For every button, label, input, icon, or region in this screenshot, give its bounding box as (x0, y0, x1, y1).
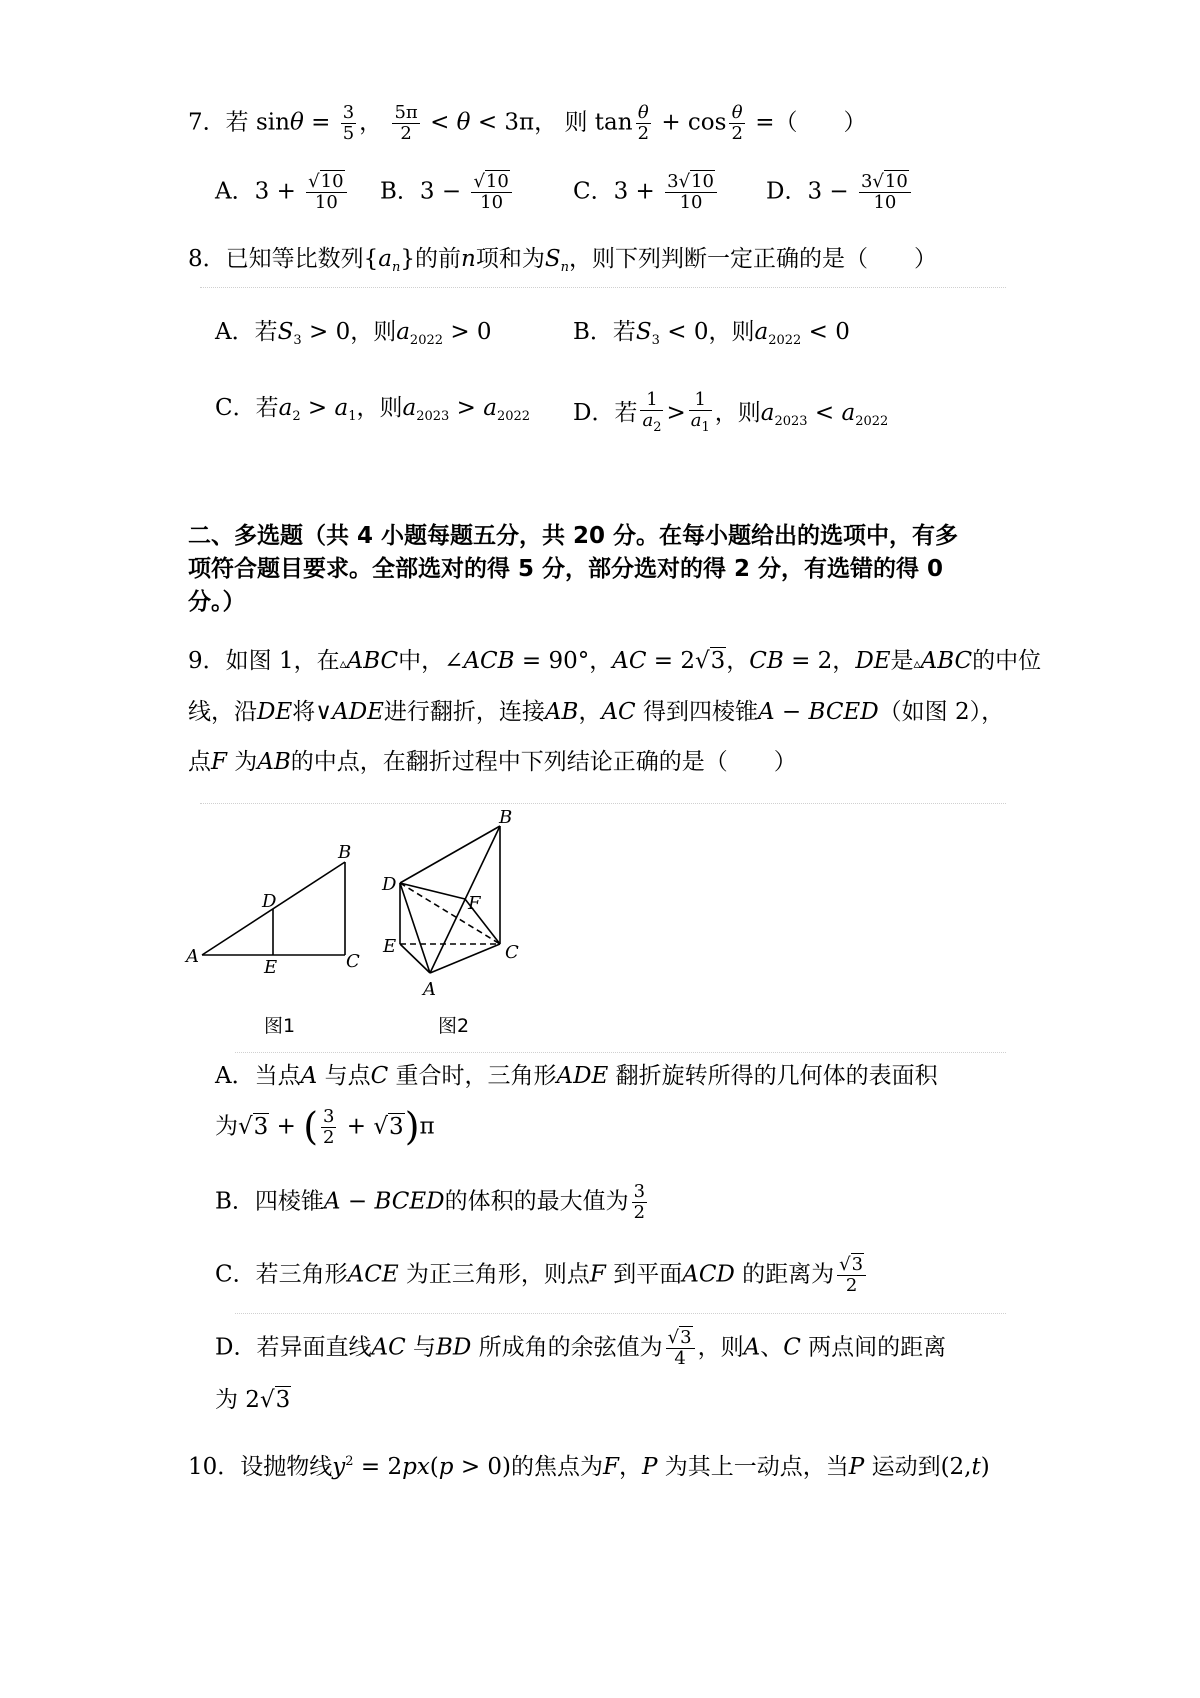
svg-text:D: D (262, 891, 277, 912)
q9-option-a-line1[interactable]: A．当点A 与点C 重合时，三角形ADE 翻折旋转所得的几何体的表面积 (215, 1063, 938, 1089)
q10-stem: 10．设抛物线$y^2 = 2px(p > 0)$的焦点为F，P 为其上一动点，当P 运动到(2,t) (188, 1454, 990, 1480)
q7-option-c[interactable]: C．3 + $\frac{3√10}{10}$ (573, 172, 720, 213)
section2-line1: 二、多选题（共 4 小题每题五分，共 20 分。在每小题给出的选项中，有多 (188, 523, 959, 549)
divider (235, 1052, 1006, 1053)
q8-option-a[interactable]: A．若$S_3 > 0$，则$a_{2022} > 0$ (215, 319, 492, 348)
divider (200, 803, 1006, 804)
svg-text:C: C (346, 951, 360, 972)
q7-stem: 7．若 sinθ = $\frac{3}{5}$ ， $\frac{5\pi}{2}$ < θ < 3π， 则 tan $\frac{\theta}{2}$ + cos $\frac{\theta}{2}$ =（ ） (188, 102, 867, 144)
svg-text:B: B (499, 807, 513, 828)
figure-2-caption: 图2 (438, 1015, 470, 1037)
q8-option-b[interactable]: B．若$S_3 < 0$，则$a_{2022} < 0$ (573, 319, 850, 348)
figure-2-labels (381, 807, 519, 995)
svg-text:B: B (338, 842, 352, 863)
q7-option-d[interactable]: D．3 − $\frac{3√10}{10}$ (766, 172, 914, 213)
q9-option-d-line2[interactable]: 为 2√3 (215, 1387, 291, 1413)
q9-option-d-line1[interactable]: D．若异面直线AC 与BD 所成角的余弦值为 $\frac{√3}{4}$ ，则A、C 两点间的距离 (215, 1327, 947, 1369)
q8-stem: 8．已知等比数列$\{a_n\}$的前n项和为$S_n$，则下列判断一定正确的是（ ） (188, 246, 937, 275)
svg-text:C: C (505, 942, 519, 963)
svg-text:F: F (468, 893, 481, 914)
figure-1-labels (184, 842, 360, 978)
divider (235, 1313, 1006, 1314)
svg-text:A: A (423, 979, 436, 995)
q9-stem-line2: 线，沿DE将∨ADE进行翻折，连接AB，AC 得到四棱锥A − BCED（如图 2）， (188, 699, 1005, 725)
figure-1-caption: 图1 (264, 1015, 296, 1037)
q9-option-a-line2[interactable]: 为√3 + ( $\frac{3}{2}$ + √3)π (215, 1104, 435, 1149)
divider (200, 287, 1006, 288)
figure-2-pyramid (400, 826, 500, 973)
svg-text:E: E (383, 936, 397, 957)
q8-option-c[interactable]: C．若$a_2 > a_1$，则$a_{2023} > a_{2022}$ (215, 395, 531, 424)
q9-figures (180, 805, 540, 995)
q9-option-b[interactable]: B．四棱锥A − BCED的体积的最大值为 $\frac{3}{2}$ (215, 1181, 646, 1223)
q9-stem-line1: 9．如图 1，在▵ABC中，∠ACB = 90°，AC = 2√3，CB = 2，DE是▵ABC的中位 (188, 648, 1042, 674)
q7-option-a[interactable]: A．3 + $\frac{√10}{10}$ (215, 172, 350, 213)
svg-text:D: D (382, 874, 397, 895)
section2-line2: 项符合题目要求。全部选对的得 5 分，部分选对的得 2 分，有选错的得 0 (188, 556, 944, 582)
q7-option-b[interactable]: B．3 − $\frac{√10}{10}$ (380, 172, 515, 213)
q9-option-c[interactable]: C．若三角形ACE 为正三角形，则点F 到平面ACD 的距离为 $\frac{√3}{2}$ (215, 1255, 869, 1296)
svg-text:E: E (264, 957, 278, 978)
q9-stem-line3: 点F 为AB的中点，在翻折过程中下列结论正确的是（ ） (188, 749, 797, 775)
svg-text:A: A (186, 946, 199, 967)
section2-line3: 分。） (188, 589, 246, 615)
q8-option-d[interactable]: D．若 $\frac{1}{a_2}$ > $\frac{1}{a_1}$ ，则$a_{2023} < a_{2022}$ (573, 390, 888, 438)
